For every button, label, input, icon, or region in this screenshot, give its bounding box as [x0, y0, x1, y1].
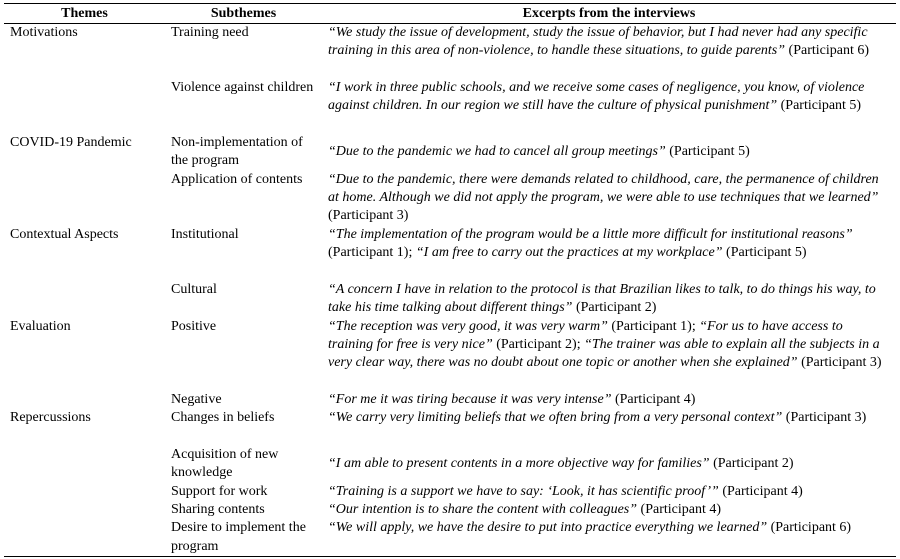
subtheme-cell: Positive	[171, 318, 217, 334]
excerpt-cell	[322, 318, 896, 391]
themes-table	[4, 3, 896, 557]
subtheme-cell: Sharing contents	[171, 502, 265, 518]
quote: “Our intention is to share the content with colleagues”	[328, 502, 638, 518]
participant: (Participant 4)	[611, 391, 696, 407]
theme-cell: COVID-19 Pandemic	[10, 134, 132, 150]
excerpt-cell	[322, 226, 896, 281]
theme-cell: Contextual Aspects	[10, 226, 119, 242]
table-row	[4, 226, 896, 281]
table-row	[4, 24, 896, 79]
subtheme-cell: Training need	[171, 25, 249, 40]
header-subthemes: Subthemes	[165, 4, 322, 24]
header-row	[4, 4, 896, 24]
theme-cell	[4, 483, 165, 501]
quote: “The trainer was able to explain all the subjects in a very clear way, there was no doubt about one topic or another when she explained”	[328, 336, 880, 371]
participant: (Participant 4)	[637, 502, 722, 518]
subtheme-cell: Application of contents	[171, 171, 303, 187]
quote: “We carry very limiting beliefs that we often bring from a very personal context”	[328, 409, 783, 425]
theme-cell	[4, 519, 165, 556]
quote: “I am able to present contents in a more objective way for families”	[328, 456, 710, 472]
table-row	[4, 281, 896, 318]
excerpt-cell	[322, 519, 896, 556]
subtheme-cell: Support for work	[171, 483, 268, 499]
excerpt-cell	[322, 391, 896, 409]
participant: (Participant 3)	[328, 208, 409, 224]
participant: (Participant 6)	[785, 43, 870, 59]
participant: (Participant 2);	[492, 336, 585, 352]
theme-cell	[4, 501, 165, 519]
table-row	[4, 171, 896, 226]
table-row	[4, 318, 896, 391]
theme-cell	[4, 171, 165, 226]
subtheme-cell: Cultural	[171, 281, 217, 297]
quote: “Due to the pandemic, there were demands related to childhood, care, the permanence of children at home. Although we did not apply the program, we were able to use techniques that we learned”	[328, 171, 879, 205]
quote: “For me it was tiring because it was very intense”	[328, 391, 612, 407]
table-row	[4, 483, 896, 501]
subtheme-cell: Desire to implement the program	[165, 519, 322, 556]
quote: “We study the issue of development, study the issue of behavior, but I had never had any specific training in this area of non-violence, to handle these situations, to guide parents”	[328, 25, 868, 59]
theme-cell	[4, 391, 165, 409]
participant: (Participant 5)	[665, 143, 750, 159]
theme-cell	[4, 281, 165, 318]
table-row	[4, 501, 896, 519]
excerpt-cell	[322, 501, 896, 519]
table-row	[4, 446, 896, 483]
participant: (Participant 3)	[797, 355, 882, 371]
excerpt-cell	[322, 134, 896, 171]
table-row	[4, 391, 896, 409]
theme-cell: Evaluation	[10, 318, 71, 334]
subtheme-cell: Acquisition of new knowledge	[171, 446, 279, 481]
excerpt-cell	[322, 24, 896, 79]
theme-cell: Motivations	[10, 25, 78, 40]
quote: “The reception was very good, it was very warm”	[328, 318, 608, 334]
theme-cell: Repercussions	[10, 409, 91, 425]
excerpt-cell	[322, 171, 896, 226]
participant: (Participant 1);	[607, 318, 700, 334]
theme-cell	[4, 79, 165, 134]
subtheme-cell: Institutional	[171, 226, 239, 242]
table-row	[4, 134, 896, 171]
subtheme-cell: Non-implementation of the program	[171, 134, 303, 168]
participant: (Participant 3)	[782, 409, 867, 425]
excerpt-cell	[322, 409, 896, 446]
participant: (Participant 2)	[572, 299, 657, 315]
theme-cell	[4, 446, 165, 483]
quote: “I work in three public schools, and we receive some cases of negligence, you know, of violence against children. In our region we still have the culture of physical punishment”	[328, 79, 865, 113]
table-row	[4, 519, 896, 556]
quote: “Due to the pandemic we had to cancel all group meetings”	[328, 143, 666, 159]
table-row	[4, 409, 896, 446]
participant: (Participant 4)	[718, 483, 803, 499]
participant: (Participant 2)	[709, 456, 794, 472]
quote: “I am free to carry out the practices at my workplace”	[415, 244, 723, 260]
subtheme-cell: Violence against children	[171, 79, 314, 95]
excerpt-cell	[322, 79, 896, 134]
quote: “For us to have access to training for free is very nice”	[328, 318, 843, 352]
quote: “The implementation of the program would be a little more difficult for institutional reasons”	[328, 226, 853, 242]
participant: (Participant 6)	[767, 520, 852, 536]
excerpt-cell	[322, 446, 896, 483]
participant: (Participant 5)	[777, 97, 862, 113]
table-row	[4, 79, 896, 134]
header-themes: Themes	[4, 4, 165, 24]
quote: “A concern I have in relation to the protocol is that Brazilian likes to talk, to do things his way, to take his time talking about different things”	[328, 281, 876, 315]
header-excerpts: Excerpts from the interviews	[322, 4, 896, 24]
subtheme-cell: Changes in beliefs	[171, 409, 275, 425]
subtheme-cell: Negative	[171, 391, 222, 407]
participant: (Participant 5)	[722, 244, 807, 260]
excerpt-cell	[322, 483, 896, 501]
quote: “We will apply, we have the desire to put into practice everything we learned”	[328, 520, 768, 536]
excerpt-cell	[322, 281, 896, 318]
quote: “Training is a support we have to say: ‘Look, it has scientific proof’”	[328, 483, 719, 499]
participant: (Participant 1);	[328, 244, 416, 260]
